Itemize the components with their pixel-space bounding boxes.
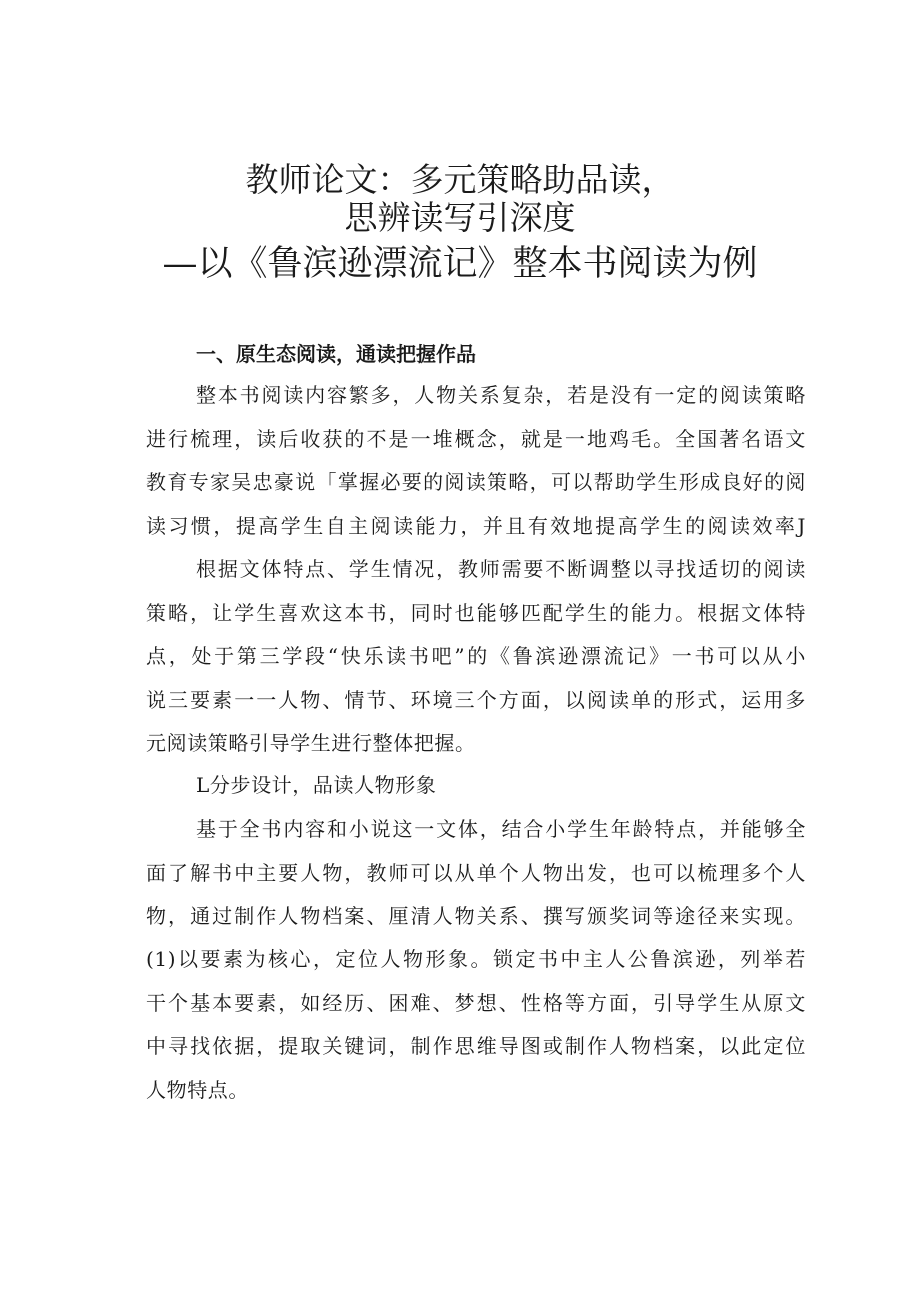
paragraph-line: 根据文体特点、学生情况，教师需要不断调整以寻找适切的阅读	[196, 557, 806, 581]
paragraph-line: 人物特点。	[146, 1077, 249, 1102]
paragraph-line: 面了解书中主要人物，教师可以从单个人物出发，也可以梳理多个人	[146, 860, 806, 885]
subsection-heading	[196, 764, 596, 808]
paragraph-line: 整本书阅读内容繁多，人物关系复杂，若是没有一定的阅读策略	[196, 383, 806, 407]
paragraph-line: 元阅读策略引导学生进行整体把握。	[146, 731, 476, 755]
title-line-2: 思辨读写引深度	[344, 198, 576, 237]
paragraph-5	[146, 938, 806, 1112]
paragraph-line: 中寻找依据，提取关键词，制作思维导图或制作人物档案，以此定位	[146, 1034, 806, 1058]
paragraph-line: L分步设计，品读人物形象	[196, 773, 437, 797]
paragraph-line: (1)以要素为核心，定位人物形象。锁定书中主人公鲁滨逊，列举若	[146, 947, 806, 971]
paragraph-line: 教育专家吴忠豪说「掌握必要的阅读策略，可以帮助学生形成良好的阅	[146, 470, 806, 494]
paragraph-2	[146, 548, 806, 766]
paragraph-line: 点，处于第三学段“快乐读书吧”的《鲁滨逊漂流记》一书可以从小	[146, 644, 806, 668]
paragraph-line: 策略，让学生喜欢这本书，同时也能够匹配学生的能力。根据文体特	[146, 600, 806, 625]
paragraph-4	[146, 808, 806, 939]
title-line-3: —以《鲁滨逊漂流记》整本书阅读为例	[162, 244, 758, 284]
paragraph-line: 基于全书内容和小说这一文体，结合小学生年龄特点，并能够全	[196, 817, 806, 841]
paragraph-line: 进行梳理，读后收获的不是一堆概念，就是一地鸡毛。全国著名语文	[146, 426, 806, 451]
paragraph-line: 说三要素一一人物、情节、环境三个方面，以阅读单的形式，运用多	[146, 687, 806, 712]
paragraph-line: 物，通过制作人物档案、厘清人物关系、撰写颁奖词等途径来实现。	[146, 904, 806, 928]
paragraph-1	[146, 374, 806, 548]
title-line-1: 教师论文：多元策略助品读，	[245, 160, 675, 199]
section-heading: 一、原生态阅读，通读把握作品	[196, 342, 476, 366]
paragraph-line: 干个基本要素，如经历、困难、梦想、性格等方面，引导学生从原文	[146, 990, 806, 1015]
paragraph-line: 读习惯，提高学生自主阅读能力，并且有效地提高学生的阅读效率J	[146, 513, 806, 538]
